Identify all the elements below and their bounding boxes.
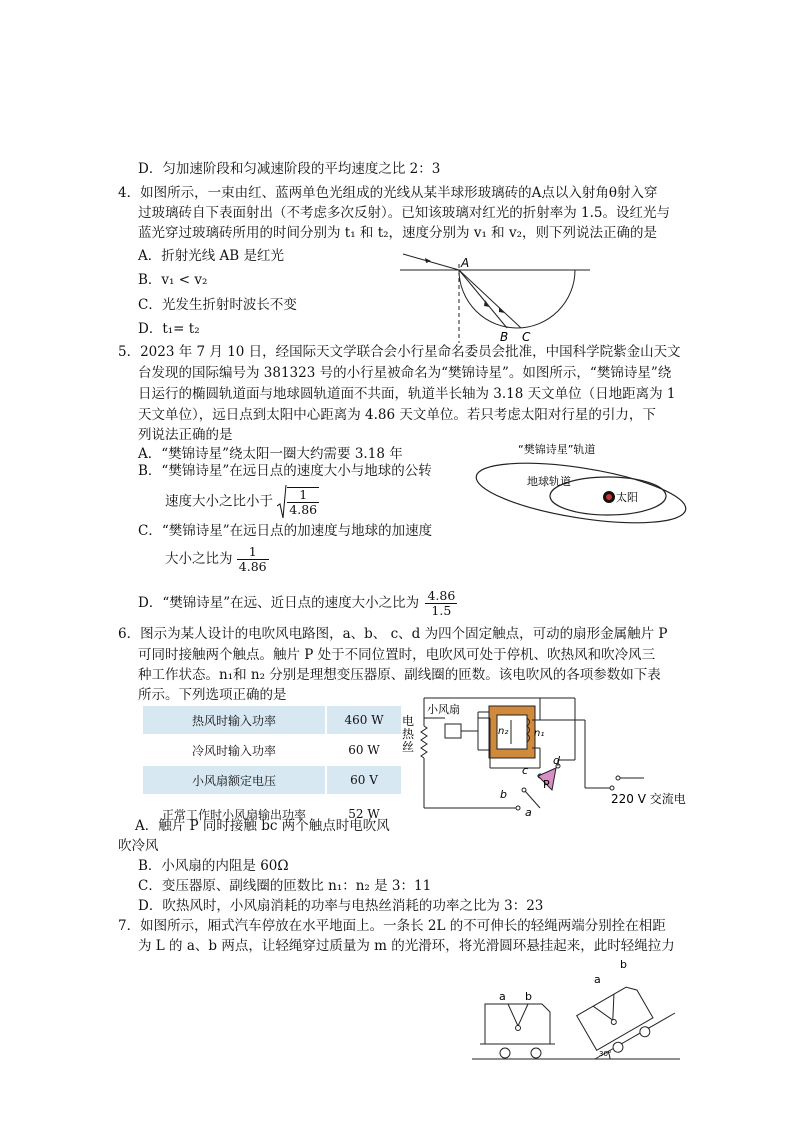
q6-n1-label: n₁ <box>534 728 545 739</box>
q5-option-c-text: 大小之比为 <box>165 551 233 567</box>
q5-option-c-line1: C．“樊锦诗星”在远日点的加速度与地球的加速度 <box>138 523 433 539</box>
q5-b-numerator: 1 <box>287 488 319 503</box>
q5-orbit-figure <box>470 438 692 530</box>
q6-heater-label-char: 丝 <box>402 740 415 754</box>
q7-angle-label: 30° <box>599 1050 612 1058</box>
param-name: 热风时输入功率 <box>143 706 326 735</box>
q6-option-a-line1: A．触片 P 同时接触 bc 两个触点时电吹风 <box>135 818 390 834</box>
q7-label-a2: a <box>594 973 601 986</box>
param-value: 460 W <box>326 706 401 735</box>
q6-option-a-line2: 吹冷风 <box>118 838 159 854</box>
q6-heater-label-text: 电 <box>402 714 415 728</box>
q6-option-b: B．小风扇的内阻是 60Ω <box>138 858 289 874</box>
q6-option-d: D．吹热风时，小风扇消耗的功率与电热丝消耗的功率之比为 3：23 <box>138 898 544 914</box>
param-value: 60 V <box>326 765 401 795</box>
q6-stem-line2: 可同时接触两个触点。触片 P 处于不同位置时，电吹风可处于停机、吹热风和吹冷风三 <box>138 647 656 663</box>
q5-d-numerator: 4.86 <box>427 588 456 603</box>
q6-heater-label-char: 热 <box>402 727 415 741</box>
q5-option-b-line2 <box>165 484 319 520</box>
q6-contact-a: a <box>525 806 532 819</box>
q6-stem-line3: 种工作状态。n₁和 n₂ 分别是理想变压器原、副线圈的匝数。该电吹风的各项参数如下表 <box>138 667 661 683</box>
q5-c-numerator: 1 <box>237 545 269 560</box>
table-row <box>143 706 401 735</box>
param-name: 冷风时输入功率 <box>143 735 326 765</box>
q6-contact-b: b <box>500 788 507 801</box>
q4-stem-line3: 蓝光穿过玻璃砖所用的时间分别为 t₁ 和 t₂，速度分别为 v₁ 和 v₂，则下列说法正确的是 <box>138 225 657 241</box>
q4-stem-line1: 4．如图所示，一束由红、蓝两单色光组成的光线从某半球形玻璃砖的A点以入射角θ射入穿 <box>118 185 658 201</box>
q5-option-d <box>138 589 457 618</box>
q5-stem-line1: 5．2023 年 7 月 10 日，经国际天文学联合会小行星命名委员会批准，中国科学院紫金山天文 <box>118 344 681 360</box>
q6-heater-label <box>402 713 418 754</box>
q6-circuit-figure <box>400 690 700 820</box>
q4-stem-line2: 过玻璃砖自下表面射出（不考虑多次反射）。已知该玻璃对红光的折射率为 1.5。设红光与 <box>138 205 671 221</box>
q6-stem-line1: 6．图示为某人设计的电吹风电路图，a、b、 c、d 为四个固定触点，可动的扇形金属触片 P <box>118 626 668 642</box>
q5-c-fraction <box>237 545 269 574</box>
q6-fan-label: 小风扇 <box>427 703 460 716</box>
table-row <box>143 765 401 795</box>
q6-slider-p: P <box>543 778 550 791</box>
q5-option-a: A．“樊锦诗星”绕太阳一圈大约需要 3.18 年 <box>138 446 403 462</box>
q6-parameter-table <box>143 706 401 834</box>
q5-sun-label: 太阳 <box>616 491 638 504</box>
q5-earth-orbit-label: 地球轨道 <box>527 475 571 488</box>
q5-option-b-text: 速度大小之比小于 <box>165 493 273 510</box>
q3-option-d: D．匀加速阶段和匀减速阶段的平均速度之比 2：3 <box>138 161 441 177</box>
q5-d-fraction <box>425 589 457 618</box>
q4-option-d: D．t₁= t₂ <box>138 321 200 337</box>
q4-option-b: B．v₁ < v₂ <box>138 272 208 288</box>
q5-stem-line4: 天文单位），远日点到太阳中心距离为 4.86 天文单位。若只考虑太阳对行星的引力，下 <box>138 407 656 423</box>
q4-label-c: C <box>522 330 531 344</box>
q7-stem-line2: 为 L 的 a、b 两点，让轻绳穿过质量为 m 的光滑环，将光滑圆环悬挂起来，此时轻绳拉力 <box>138 938 675 954</box>
q7-truck-figure <box>470 958 685 1062</box>
sqrt-fraction <box>277 484 319 520</box>
q6-stem-line4: 所示。下列选项正确的是 <box>138 687 287 703</box>
q7-stem-line1: 7．如图所示，厢式汽车停放在水平地面上。一条长 2L 的不可伸长的轻绳两端分别拴在相距 <box>118 918 666 934</box>
param-name: 正常工作时小风扇输出功率 <box>143 795 326 833</box>
param-name: 小风扇额定电压 <box>143 765 326 795</box>
param-value: 60 W <box>326 735 401 765</box>
q4-label-a: A <box>461 256 470 270</box>
q5-option-c-line2 <box>165 545 269 574</box>
q6-option-c: C．变压器原、副线圈的匝数比 n₁：n₂ 是 3：11 <box>138 878 432 894</box>
table-row <box>143 735 401 765</box>
q5-b-denominator: 4.86 <box>289 502 318 517</box>
q5-orbit-label: “樊锦诗星”轨道 <box>518 443 596 456</box>
q5-option-d-text: D．“樊锦诗星”在远、近日点的速度大小之比为 <box>138 595 420 611</box>
q5-stem-line5: 列说法正确的是 <box>138 427 233 443</box>
q5-c-denominator: 4.86 <box>238 559 267 574</box>
q4-label-b: B <box>500 330 509 344</box>
q6-contact-c: c <box>522 764 529 777</box>
q5-d-denominator: 1.5 <box>431 603 452 618</box>
q7-label-a: a <box>499 990 506 1003</box>
q6-source-label: 220 V 交流电 <box>611 792 686 806</box>
q5-stem-line3: 日运行的椭圆轨道面与地球圆轨道面不共面，轨道半长轴为 3.18 天文单位（日地距离为 1 <box>138 386 676 402</box>
q7-label-b: b <box>525 990 532 1003</box>
q5-option-b-line1: B．“樊锦诗星”在远日点的速度大小与地球的公转 <box>138 463 432 479</box>
q4-glass-figure <box>395 240 595 345</box>
q5-stem-line2: 台发现的国际编号为 381323 号的小行星被命名为“樊锦诗星”。如图所示，“樊锦诗星”绕 <box>138 365 672 381</box>
q4-option-c: C．光发生折射时波长不变 <box>138 297 297 313</box>
param-value: 52 W <box>326 795 401 833</box>
q4-option-a: A．折射光线 AB 是红光 <box>138 248 285 264</box>
q7-label-b2: b <box>620 958 627 971</box>
q6-n2-label: n₂ <box>498 726 509 737</box>
q6-contact-d: d <box>553 754 560 767</box>
